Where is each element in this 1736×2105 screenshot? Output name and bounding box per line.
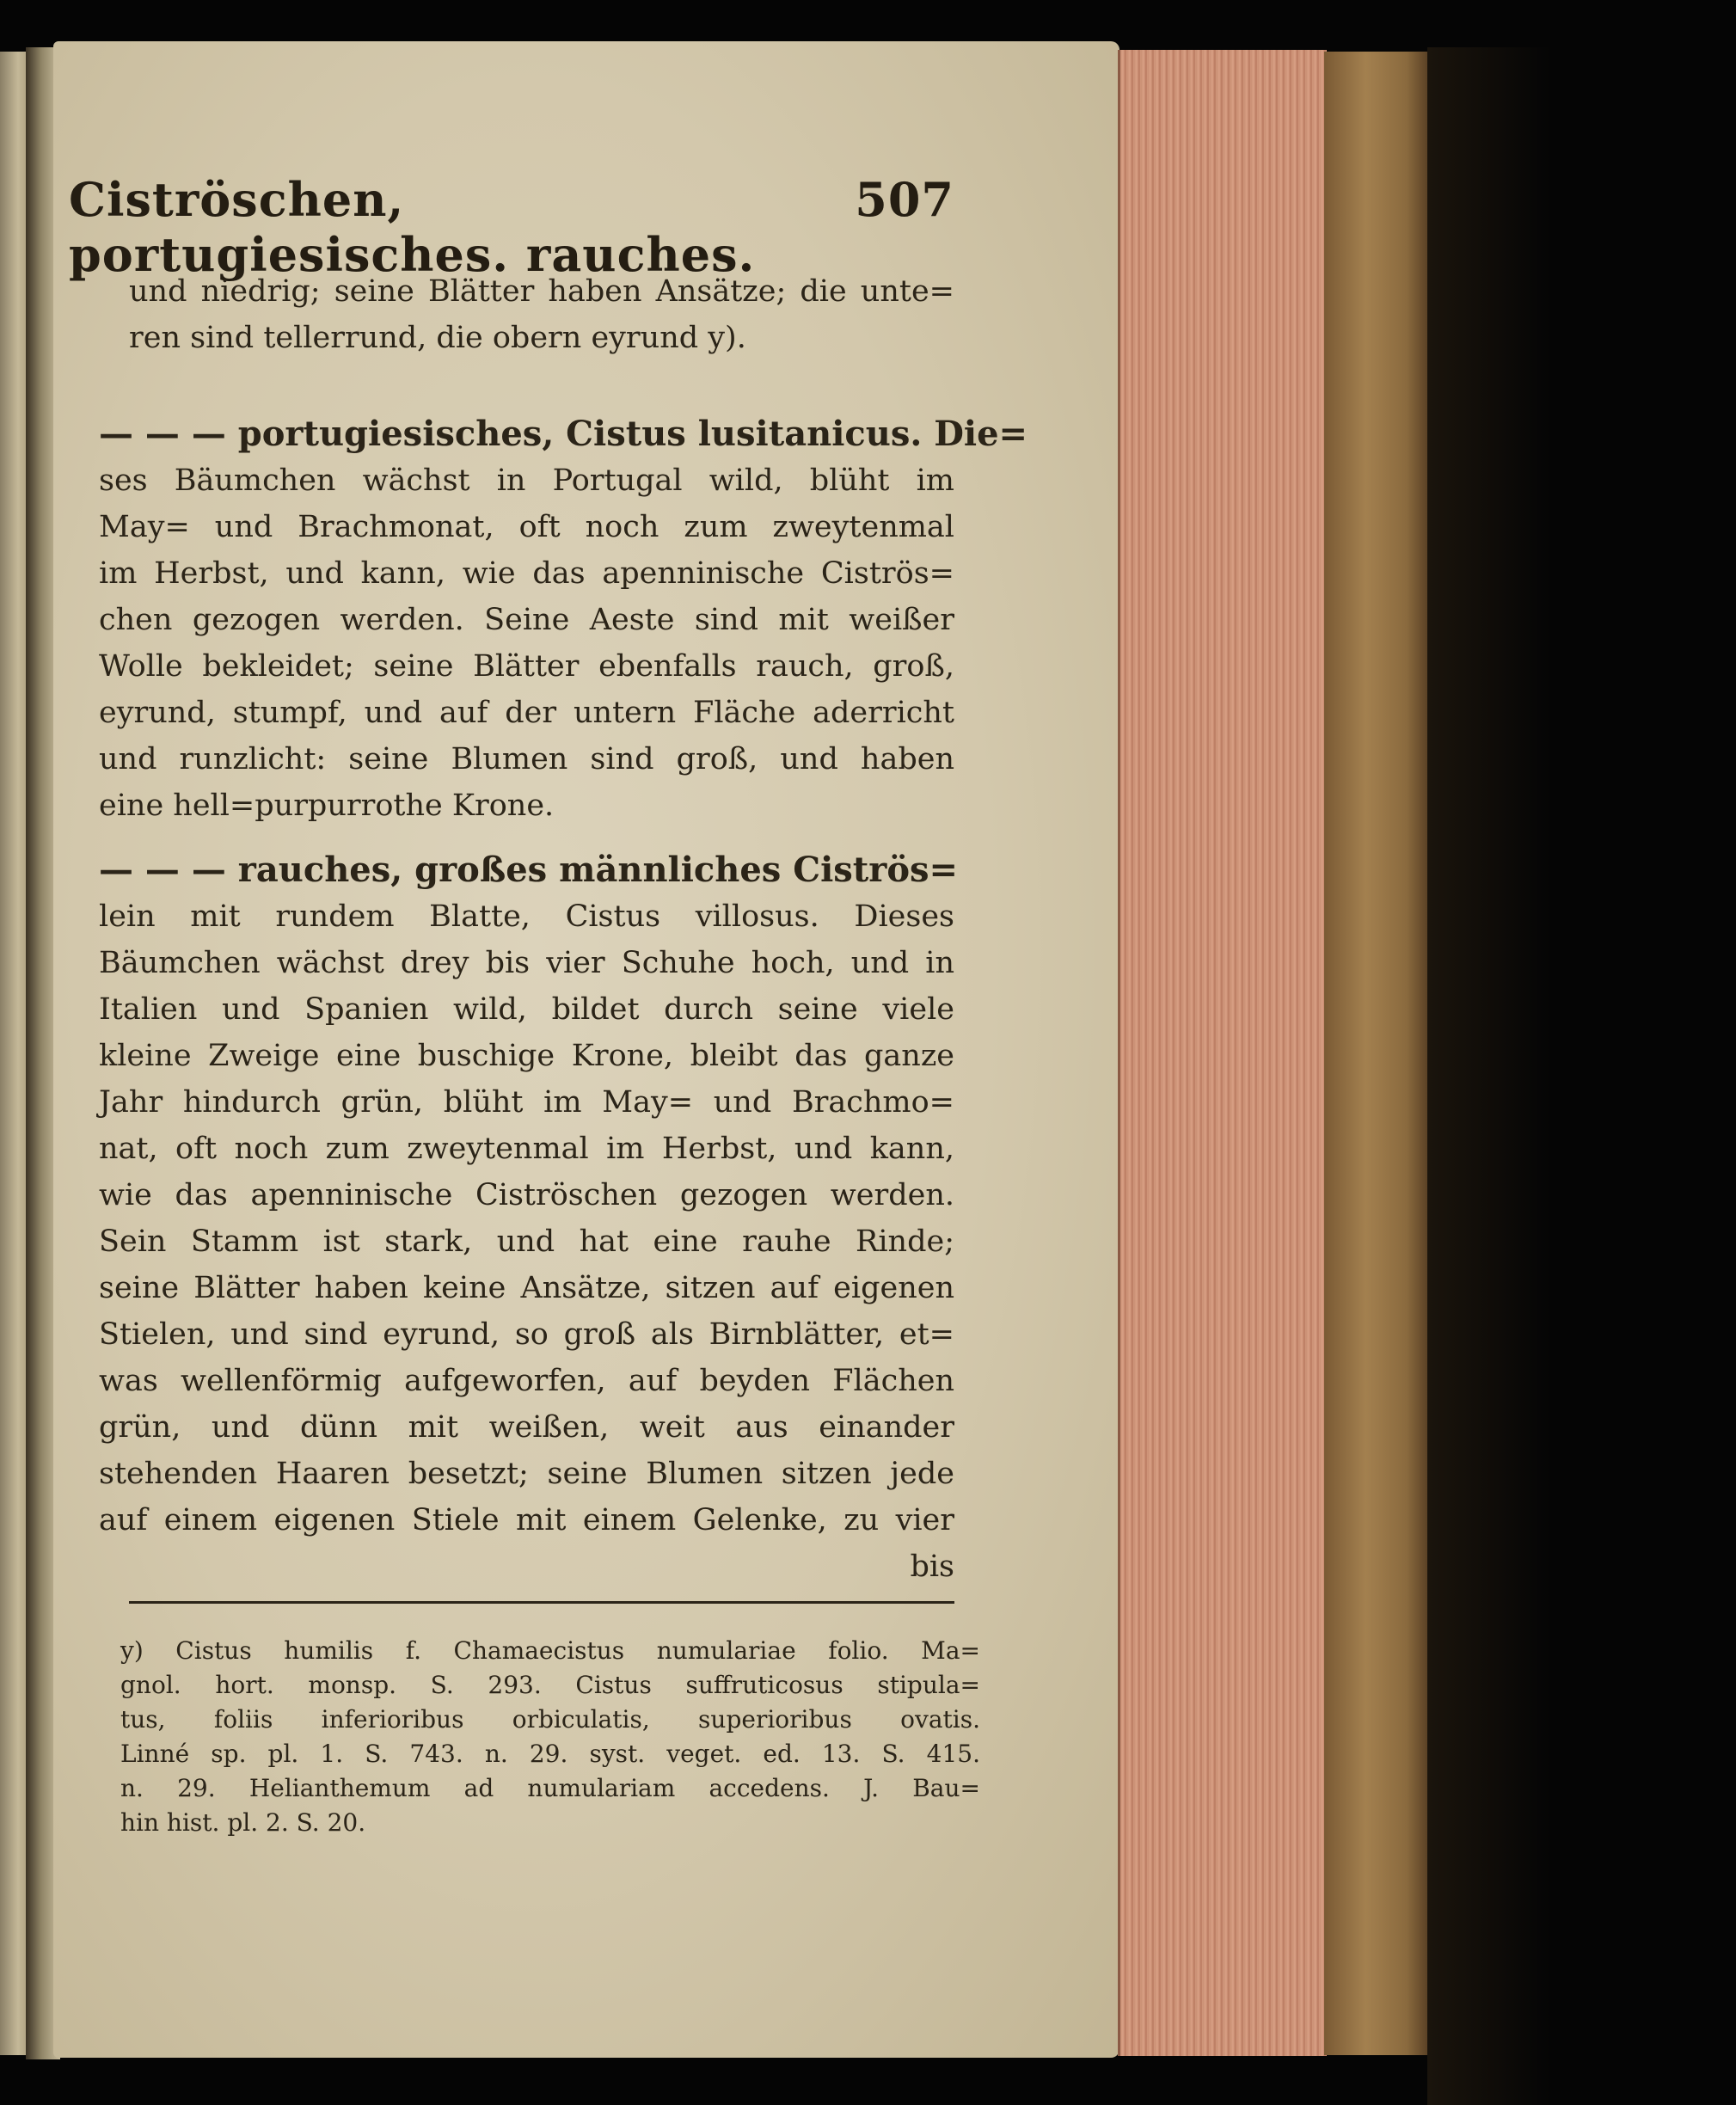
- text-line: Sein Stamm ist stark, und hat eine rauhe Rinde;: [99, 1224, 954, 1259]
- running-head-title: Ciströschen, portugiesisches. rauches.: [69, 172, 756, 282]
- footnote-rule: [129, 1601, 954, 1604]
- text-line: auf einem eigenen Stiele mit einem Gelenke, zu vier: [99, 1503, 954, 1537]
- previous-page-edge: [0, 52, 28, 2055]
- footnote-line: y) Cistus humilis f. Chamaecistus numulariae folio. Ma=: [120, 1636, 980, 1665]
- text-line: was wellenförmig aufgeworfen, auf beyden Flächen: [99, 1364, 954, 1398]
- text-line: lein mit rundem Blatte, Cistus villosus. Dieses: [99, 899, 954, 934]
- book-cover-edge: [1324, 52, 1427, 2055]
- entry-portuguese: [99, 411, 1028, 829]
- text-line: nat, oft noch zum zweytenmal im Herbst, und kann,: [99, 1132, 954, 1166]
- text-line: May= und Brachmonat, oft noch zum zweytenmal: [99, 510, 954, 544]
- text-line: im Herbst, und kann, wie das apenninische Ciströs=: [99, 556, 954, 591]
- catchword: bis: [910, 1550, 954, 1584]
- continuation-paragraph: [129, 268, 954, 361]
- text-line: Stielen, und sind eyrund, so groß als Birnblätter, et=: [99, 1317, 954, 1352]
- text-line: Italien und Spanien wild, bildet durch seine viele: [99, 992, 954, 1027]
- text-line: ren sind tellerrund, die obern eyrund y).: [129, 321, 746, 355]
- text-line: eyrund, stumpf, und auf der untern Fläche aderricht: [99, 696, 954, 730]
- footnote-line: n. 29. Helianthemum ad numulariam accedens. J. Bau=: [120, 1774, 980, 1802]
- text-line: grün, und dünn mit weißen, weit aus einander: [99, 1410, 954, 1445]
- footnote-line: tus, foliis inferioribus orbiculatis, superioribus ovatis.: [120, 1705, 980, 1734]
- footnote-line: Linné sp. pl. 1. S. 743. n. 29. syst. veget. ed. 13. S. 415.: [120, 1740, 980, 1768]
- text-line: und niedrig; seine Blätter haben Ansätze; die unte=: [129, 274, 954, 309]
- footnote-line: hin hist. pl. 2. S. 20.: [120, 1808, 366, 1837]
- footnote: [120, 1634, 980, 1840]
- text-line: wie das apenninische Ciströschen gezogen werden.: [99, 1178, 954, 1212]
- page-number: 507: [855, 172, 954, 227]
- text-line: Bäumchen wächst drey bis vier Schuhe hoch, und in: [99, 946, 954, 980]
- running-head: [69, 172, 954, 282]
- text-line: Wolle bekleidet; seine Blätter ebenfalls rauch, groß,: [99, 649, 954, 684]
- text-line: kleine Zweige eine buschige Krone, bleibt das ganze: [99, 1039, 954, 1073]
- entry-rough: [99, 847, 959, 1590]
- text-line: stehenden Haaren besetzt; seine Blumen sitzen jede: [99, 1457, 954, 1491]
- background-shadow: [1427, 47, 1736, 2105]
- page-edges-red: [1118, 50, 1327, 2056]
- text-line: seine Blätter haben keine Ansätze, sitzen auf eigenen: [99, 1271, 954, 1305]
- text-line: ses Bäumchen wächst in Portugal wild, blüht im: [99, 463, 954, 498]
- text-line: chen gezogen werden. Seine Aeste sind mit weißer: [99, 603, 954, 637]
- text-line: Jahr hindurch grün, blüht im May= und Brachmo=: [99, 1085, 954, 1120]
- entry-heading-line: — — — rauches, großes männliches Ciströs=: [99, 850, 959, 890]
- entry-heading-line: — — — portugiesisches, Cistus lusitanicus. Die=: [99, 414, 1028, 454]
- text-line: eine hell=purpurrothe Krone.: [99, 789, 555, 823]
- text-line: und runzlicht: seine Blumen sind groß, und haben: [99, 742, 954, 776]
- footnote-line: gnol. hort. monsp. S. 293. Cistus suffruticosus stipula=: [120, 1671, 980, 1699]
